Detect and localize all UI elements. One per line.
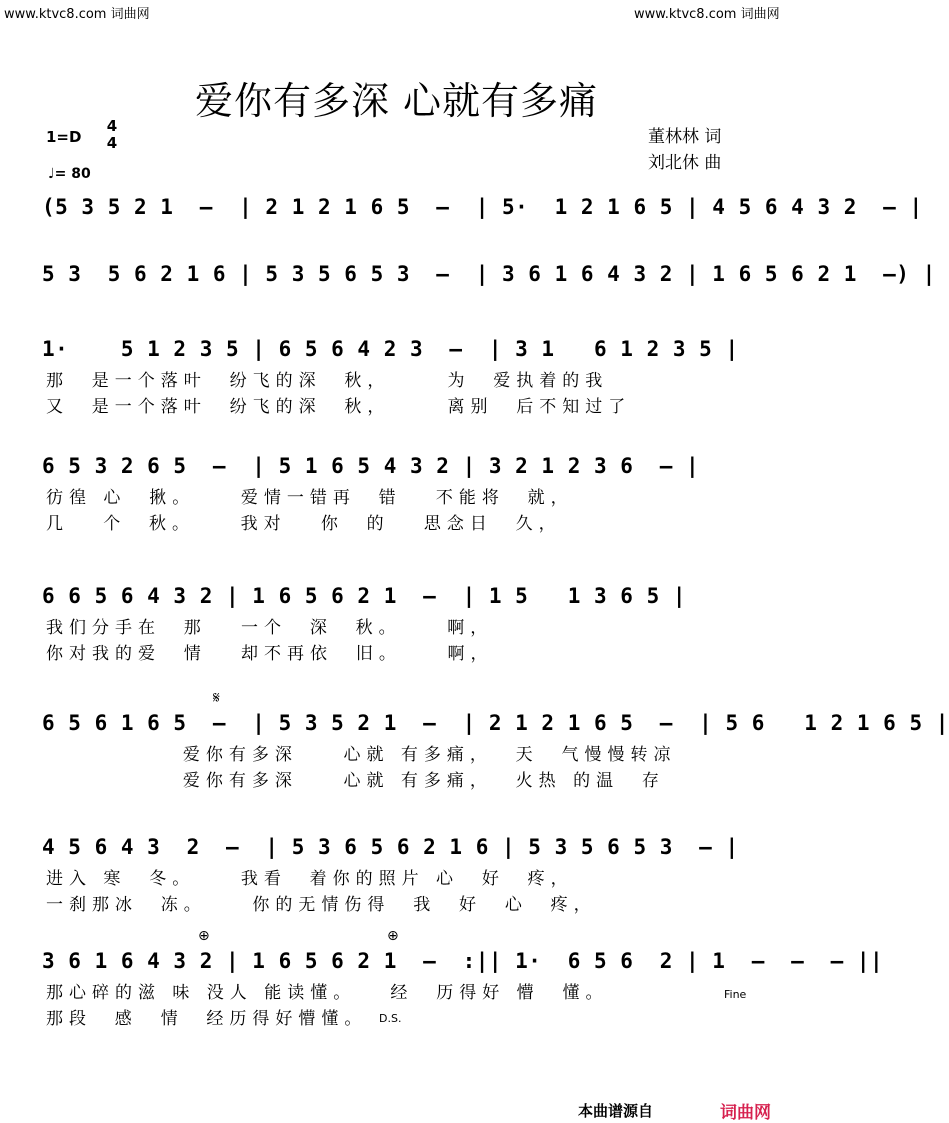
lyrics-verse-2-line-6: 爱你有多深 心就 有多痛， 火热 的温 存	[46, 771, 665, 791]
lyrics-verse-1-line-5: 我们分手在 那 一个 深 秋。 啊，	[46, 618, 494, 638]
notation-line-8: 3 6 1 6 4 3 2 | 1 6 5 6 2 1 – :|| 1· 6 5 6 2 | 1 – – – ||	[42, 949, 884, 973]
footer-logo: 词曲网	[720, 1103, 771, 1123]
notation-line-6: 6 5 6 1 6 5 – | 5 3 5 2 1 – | 2 1 2 1 6 5 – | 5 6 1 2 1 6 5 |	[42, 711, 949, 735]
footer-source-text: 本曲谱源自	[578, 1102, 654, 1120]
site-header-right: www.ktvc8.com 词曲网	[634, 7, 780, 22]
time-signature-bottom: 4	[106, 134, 118, 152]
lyrics-verse-1-line-4: 彷徨 心 揪。 爱情一错再 错 不能将 就，	[46, 488, 574, 508]
lyrics-verse-2-line-7: 一刹那冰 冻。 你的无情伤得 我 好 心 疼，	[46, 895, 597, 915]
lyrics-verse-1-line-3: 那 是一个落叶 纷飞的深 秋， 为 爱执着的我	[46, 371, 609, 391]
lyrics-verse-2-line-8: 那段 感 情 经历得好懵懂。	[46, 1009, 368, 1029]
lyrics-verse-1-line-7: 进入 寒 冬。 我看 着你的照片 心 好 疼，	[46, 869, 574, 889]
lyrics-verse-2-line-4: 几 个 秋。 我对 你 的 思念日 久，	[46, 514, 562, 534]
song-title: 爱你有多深 心就有多痛	[194, 79, 599, 123]
time-signature-top: 4	[106, 117, 118, 135]
fine-mark: Fine	[724, 988, 747, 1001]
segno-sign: 𝄋	[213, 688, 220, 707]
lyrics-verse-2-line-3: 又 是一个落叶 纷飞的深 秋， 离别 后不知过了	[46, 397, 632, 417]
coda-sign-2: ⊕	[387, 928, 399, 944]
notation-line-5: 6 6 5 6 4 3 2 | 1 6 5 6 2 1 – | 1 5 1 3 6 5 |	[42, 584, 687, 608]
ds-mark: D.S.	[379, 1012, 402, 1025]
lyrics-verse-2-line-5: 你对我的爱 情 却不再依 旧。 啊，	[46, 644, 494, 664]
lyrics-verse-1-line-6: 爱你有多深 心就 有多痛， 天 气慢慢转凉	[46, 745, 677, 765]
key-signature: 1=D	[46, 128, 82, 146]
tempo-marking: ♩= 80	[48, 166, 91, 182]
notation-line-7: 4 5 6 4 3 2 – | 5 3 6 5 6 2 1 6 | 5 3 5 6 5 3 – |	[42, 835, 739, 859]
composer-credit: 刘北休 曲	[648, 153, 722, 173]
lyricist-credit: 董林林 词	[648, 127, 722, 147]
notation-line-3: 1· 5 1 2 3 5 | 6 5 6 4 2 3 – | 3 1 6 1 2 3 5 |	[42, 337, 739, 361]
time-signature	[104, 118, 120, 152]
notation-line-1: (5 3 5 2 1 – | 2 1 2 1 6 5 – | 5· 1 2 1 6 5 | 4 5 6 4 3 2 – |	[42, 195, 923, 219]
coda-sign-1: ⊕	[198, 928, 210, 944]
notation-line-2: 5 3 5 6 2 1 6 | 5 3 5 6 5 3 – | 3 6 1 6 4 3 2 | 1 6 5 6 2 1 –) |	[42, 262, 936, 286]
site-header-left: www.ktvc8.com 词曲网	[4, 7, 150, 22]
notation-line-4: 6 5 3 2 6 5 – | 5 1 6 5 4 3 2 | 3 2 1 2 3 6 – |	[42, 454, 700, 478]
lyrics-verse-1-line-8: 那心碎的滋 味 没人 能读懂。 经 历得好 懵 懂。	[46, 983, 609, 1003]
